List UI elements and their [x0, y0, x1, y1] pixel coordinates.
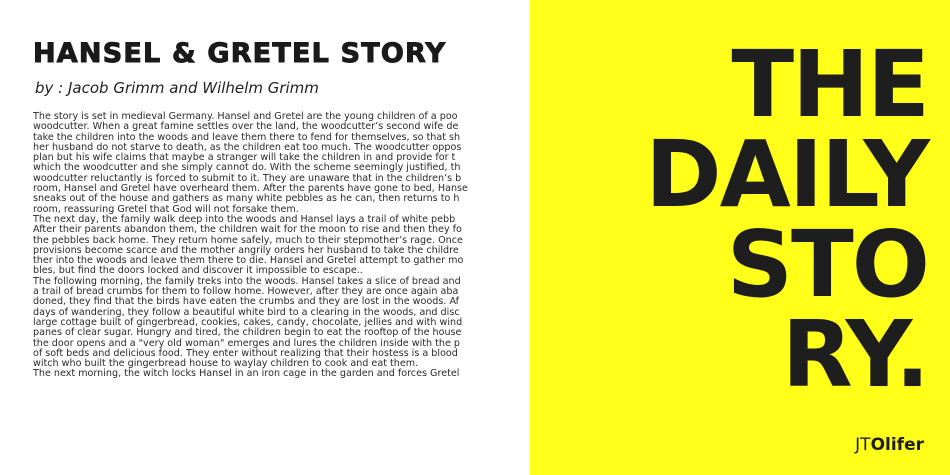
headline-line: STO [726, 211, 928, 318]
story-line: The story is set in medieval Germany. Hansel and Gretel are the young children of a poo [33, 111, 458, 122]
brand-prefix: JT [855, 435, 871, 455]
brand-logo [855, 435, 924, 455]
headline-line: THE [731, 31, 928, 138]
story-body [33, 112, 530, 380]
headline-line: RY. [781, 301, 928, 408]
story-line: her husband do not starve to death, as the children eat too much. The woodcutter oppos [33, 141, 462, 153]
story-line: the pebbles back home. They return home safely, much to their stepmother’s rage. Once [33, 234, 463, 246]
story-line: doned, they find that the birds have eaten the crumbs and they are lost in the woods. Af [33, 296, 460, 308]
story-line: woodcutter reluctantly is forced to submit to it. They are unaware that in the children’s b [33, 172, 462, 184]
story-line: woodcutter. When a great famine settles over the land, the woodcutter’s second wife de [33, 121, 459, 133]
poster-headline [645, 31, 928, 408]
story-line: of soft beds and delicious food. They enter without realizing that their hostess is a blood [33, 347, 458, 359]
story-line: room, Hansel and Gretel have overheard them. After the parents have gone to bed, Hanse [33, 183, 468, 195]
story-line: provisions become scarce and the mother angrily orders her husband to take the childre [33, 244, 459, 256]
brand-name: Olifer [870, 435, 924, 455]
story-line: witch who built the gingerbread house to waylay children to cook and eat them. [33, 358, 419, 370]
story-line: the door opens and a "very old woman" emerges and lures the children inside with the p [33, 337, 461, 349]
story-line: take the children into the woods and leave them there to fend for themselves, so that sh [33, 131, 461, 143]
story-line: large cottage built of gingerbread, cookies, cakes, candy, chocolate, jellies and with wind [33, 316, 463, 328]
story-line: room, reassuring Gretel that God will not forsake them. [33, 203, 299, 215]
story-line: After their parents abandon them, the children wait for the moon to rise and then they fo [33, 224, 462, 236]
story-title: HANSEL & GRETEL STORY [33, 38, 447, 69]
story-line: sneaks out of the house and gathers as many white pebbles as he can, then returns to h [33, 193, 460, 205]
story-line: plan but his wife claims that maybe a stranger will take the children in and provide for t [33, 152, 456, 164]
story-line: days of wandering, they follow a beautiful white bird to a clearing in the woods, and disc [33, 306, 460, 318]
story-line: which the woodcutter and she simply cannot do. With the scheme seemingly justified, th [33, 162, 461, 174]
story-line: a trail of bread crumbs for them to follow home. However, after they are once again aba [33, 286, 459, 298]
story-byline: by : Jacob Grimm and Wilhelm Grimm [35, 79, 319, 97]
headline-line: DAILY [645, 121, 928, 228]
story-line: The following morning, the family treks into the woods. Hansel takes a slice of bread and [33, 275, 461, 287]
story-line: bles, but find the doors locked and discover it impossible to escape.. [33, 265, 363, 277]
story-line: The next morning, the witch locks Hansel in an iron cage in the garden and forces Gretel [33, 368, 460, 380]
story-line: ther into the woods and leave them there to die. Hansel and Gretel attempt to gather mo [33, 255, 464, 267]
story-line: panes of clear sugar. Hungry and tired, the children begin to eat the rooftop of the house [33, 327, 462, 339]
story-line: The next day, the family walk deep into the woods and Hansel lays a trail of white pebb [33, 213, 456, 225]
poster-panel [530, 0, 950, 475]
